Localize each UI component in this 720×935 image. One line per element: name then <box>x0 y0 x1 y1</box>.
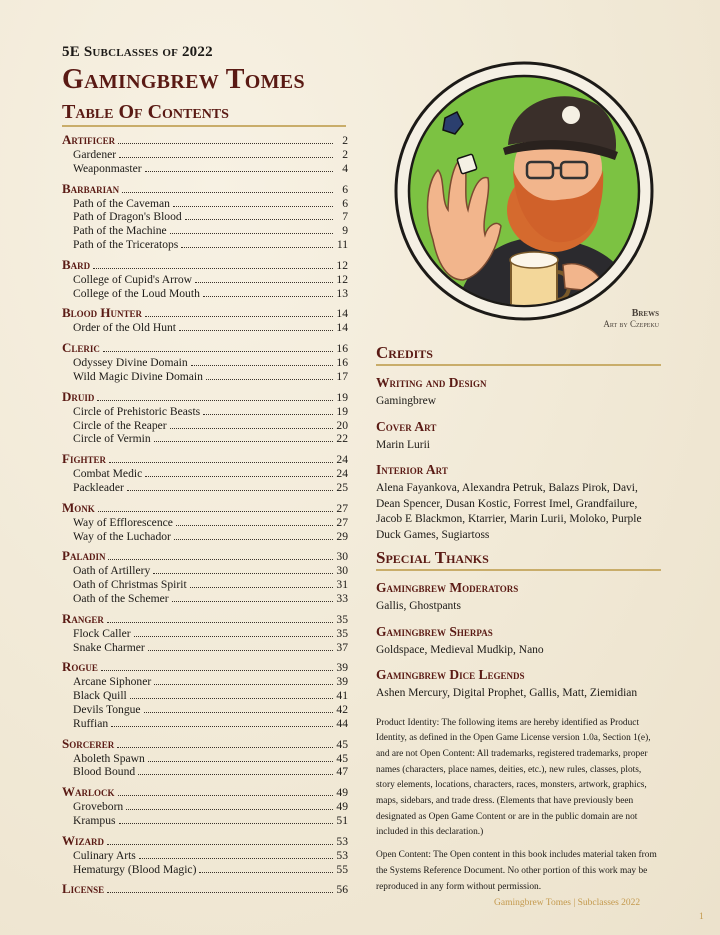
toc-entry-page: 39 <box>336 675 348 689</box>
toc-entry-name: Oath of Christmas Spirit <box>73 578 187 592</box>
toc-entry-name: Devils Tongue <box>73 702 141 716</box>
interior-art-heading: Interior Art <box>376 462 448 477</box>
toc-entry-name: Culinary Arts <box>73 848 136 862</box>
toc-entry-page: 19 <box>336 404 348 418</box>
toc-group <box>62 132 348 176</box>
toc-leader-dots <box>145 475 333 477</box>
toc-group <box>62 881 348 897</box>
toc-subclass-entry[interactable] <box>62 432 348 446</box>
toc-entry-name: License <box>62 881 105 897</box>
toc-leader-dots <box>109 461 333 463</box>
toc-leader-dots <box>107 621 333 623</box>
toc-leader-dots <box>170 232 333 234</box>
toc-entry-page: 24 <box>336 453 348 467</box>
toc-entry-page: 53 <box>336 834 348 848</box>
toc-group <box>62 257 348 301</box>
page-number: 1 <box>699 912 704 922</box>
toc-entry-page: 51 <box>336 813 348 827</box>
toc-entry-name: Aboleth Spawn <box>73 751 145 765</box>
toc-leader-dots <box>134 635 333 637</box>
toc-entry-name: Circle of the Reaper <box>73 418 167 432</box>
toc-leader-dots <box>97 399 333 401</box>
toc-entry-page: 2 <box>342 148 348 161</box>
interior-art-text: Alena Fayankova, Alexandra Petruk, Balazs Pirok, Davi, Dean Spencer, Dusan Kostic, Forrest Imel, Grandfailure, Jacob E Blackmon, Ktarrier, Marin Lurii, Moloko, Purple Duck Games, Sugiartoss <box>376 482 642 541</box>
credits-heading: Credits <box>376 343 661 366</box>
toc-entry-page: 35 <box>336 626 348 640</box>
toc-entry-page: 39 <box>336 661 348 675</box>
toc-subclass-entry[interactable] <box>62 564 348 578</box>
toc-leader-dots <box>203 295 333 297</box>
toc-entry-page: 45 <box>336 737 348 751</box>
toc-class-entry[interactable] <box>62 257 348 273</box>
special-thanks-heading: Special Thanks <box>376 548 661 571</box>
toc-leader-dots <box>130 697 333 699</box>
toc-class-entry[interactable] <box>62 305 348 321</box>
toc-entry-name: Circle of Prehistoric Beasts <box>73 404 201 418</box>
toc-leader-dots <box>191 364 333 366</box>
toc-leader-dots <box>148 649 333 651</box>
toc-leader-dots <box>203 413 333 415</box>
toc-leader-dots <box>117 746 333 748</box>
toc-leader-dots <box>145 315 333 317</box>
toc-entry-page: 41 <box>336 689 348 703</box>
toc-group <box>62 736 348 780</box>
writing-text: Gamingbrew <box>376 395 437 407</box>
toc-entry-name: Wizard <box>62 832 105 848</box>
toc-entry-page: 31 <box>336 578 348 592</box>
toc-leader-dots <box>174 538 333 540</box>
toc-entry-page: 55 <box>336 862 348 876</box>
toc-group <box>62 451 348 495</box>
toc-group <box>62 340 348 384</box>
product-identity-text: Product Identity: The following items are hereby identified as Product Identity, as defined in the Open Game License version 1.0a, Section 1(e), and are not Open Content: All trademarks, registered trademarks, proper names (characters, place names, deities, etc.), new rules, classes, plots, story elements, locations, characters, races, monsters, artwork, graphics, maps, sidebars, and trade dress. (Elements that have previously been designated as Open Game Content or are in the public domain are not included in this declaration.) <box>376 717 651 838</box>
toc-entry-page: 30 <box>336 550 348 564</box>
toc-subclass-entry[interactable] <box>62 641 348 655</box>
toc-entry-page: 29 <box>336 529 348 543</box>
toc-leader-dots <box>206 378 333 380</box>
toc-leader-dots <box>199 871 333 873</box>
toc-class-entry[interactable] <box>62 659 348 675</box>
toc-class-entry[interactable] <box>62 736 348 752</box>
toc-entry-page: 9 <box>342 224 348 238</box>
toc-entry-name: Circle of Vermin <box>73 432 151 446</box>
toc-entry-name: Weaponmaster <box>73 161 142 175</box>
toc-leader-dots <box>126 808 333 810</box>
toc-entry-page: 56 <box>336 883 348 897</box>
toc-entry-name: Blood Bound <box>73 765 136 779</box>
toc-leader-dots <box>145 170 333 172</box>
toc-class-entry[interactable] <box>62 611 348 627</box>
toc-entry-name: Warlock <box>62 784 115 800</box>
toc-class-entry[interactable] <box>62 340 348 356</box>
toc-entry-page: 42 <box>336 702 348 716</box>
toc-entry-page: 27 <box>336 515 348 529</box>
toc-subclass-entry[interactable] <box>62 419 348 433</box>
toc-group <box>62 611 348 655</box>
toc-subclass-entry[interactable] <box>62 689 348 703</box>
toc-entry-name: Sorcerer <box>62 735 115 751</box>
toc-subclass-entry[interactable] <box>62 717 348 731</box>
toc-leader-dots <box>98 510 333 512</box>
toc-entry-name: College of the Loud Mouth <box>73 286 200 300</box>
toc-class-entry[interactable] <box>62 500 348 516</box>
toc-subclass-entry[interactable] <box>62 321 348 335</box>
toc-leader-dots <box>111 725 333 727</box>
toc-leader-dots <box>154 440 333 442</box>
toc-entry-page: 11 <box>336 237 348 251</box>
toc-leader-dots <box>108 558 333 560</box>
toc-group <box>62 833 348 877</box>
toc-heading: Table Of Contents <box>62 101 346 127</box>
toc-entry-name: Hematurgy (Blood Magic) <box>73 862 197 876</box>
toc-entry-page: 19 <box>336 390 348 404</box>
toc-entry-name: Bard <box>62 256 91 272</box>
toc-subclass-entry[interactable] <box>62 752 348 766</box>
toc-leader-dots <box>127 489 333 491</box>
toc-entry-page: 37 <box>336 640 348 654</box>
toc-subclass-entry[interactable] <box>62 162 348 176</box>
writing-heading: Writing and Design <box>376 375 487 390</box>
toc-entry-name: Path of the Machine <box>73 224 167 238</box>
toc-subclass-entry[interactable] <box>62 703 348 717</box>
toc-group <box>62 389 348 446</box>
toc-leader-dots <box>138 773 333 775</box>
toc-subclass-entry[interactable] <box>62 197 348 211</box>
toc-entry-page: 49 <box>336 800 348 814</box>
toc-entry-page: 30 <box>336 564 348 578</box>
toc-class-entry[interactable] <box>62 833 348 849</box>
toc-subclass-entry[interactable] <box>62 675 348 689</box>
toc-subclass-entry[interactable] <box>62 224 348 238</box>
toc-entry-page: 20 <box>336 418 348 432</box>
toc-subclass-entry[interactable] <box>62 765 348 779</box>
document-suptitle: 5E Subclasses of 2022 <box>62 44 213 60</box>
toc-subclass-entry[interactable] <box>62 467 348 481</box>
toc-entry-name: Order of the Old Hunt <box>73 321 177 335</box>
toc-leader-dots <box>119 822 333 824</box>
toc-entry-page: 16 <box>336 356 348 370</box>
toc-entry-page: 44 <box>336 716 348 730</box>
toc-leader-dots <box>153 572 333 574</box>
toc-group <box>62 784 348 828</box>
toc-entry-name: Blood Hunter <box>62 305 143 321</box>
toc-subclass-entry[interactable] <box>62 849 348 863</box>
toc-entry-name: Flock Caller <box>73 626 131 640</box>
toc-entry-page: 6 <box>342 196 348 210</box>
toc-leader-dots <box>176 524 333 526</box>
toc-entry-name: Barbarian <box>62 180 120 196</box>
toc-entry-name: Oath of Artillery <box>73 564 151 578</box>
toc-leader-dots <box>118 142 333 144</box>
toc-entry-name: Path of the Caveman <box>73 196 170 210</box>
open-content-text: Open Content: The Open content in this book includes material taken from the Systems Reference Document. No other portion of this work may be reproduced in any form without permission. <box>376 850 657 892</box>
toc-class-entry[interactable] <box>62 132 348 148</box>
toc-leader-dots <box>101 669 333 671</box>
toc-entry-name: Krampus <box>73 813 116 827</box>
document-title: Gamingbrew Tomes <box>62 64 305 95</box>
toc-class-entry[interactable] <box>62 181 348 197</box>
toc-subclass-entry[interactable] <box>62 356 348 370</box>
left-column <box>62 40 348 902</box>
toc-subclass-entry[interactable] <box>62 238 348 252</box>
toc-entry-page: 53 <box>336 848 348 862</box>
toc-entry-page: 6 <box>342 182 348 196</box>
author-portrait <box>393 60 655 322</box>
dice-legends-text: Ashen Mercury, Digital Prophet, Gallis, Matt, Ziemidian <box>376 687 638 699</box>
sherpas-heading: Gamingbrew Sherpas <box>376 623 493 639</box>
toc-entry-name: Gardener <box>73 148 117 161</box>
toc-class-entry[interactable] <box>62 389 348 405</box>
toc-leader-dots <box>119 156 333 158</box>
toc-leader-dots <box>103 350 333 352</box>
toc-leader-dots <box>154 683 333 685</box>
toc-subclass-entry[interactable] <box>62 592 348 606</box>
toc-subclass-entry[interactable] <box>62 814 348 828</box>
toc-entry-name: Ruffian <box>73 716 109 730</box>
toc-entry-name: Paladin <box>62 548 106 564</box>
toc-class-entry[interactable] <box>62 451 348 467</box>
toc-entry-page: 2 <box>342 134 348 147</box>
toc-subclass-entry[interactable] <box>62 578 348 592</box>
toc-entry-name: Snake Charmer <box>73 640 145 654</box>
portrait-figure <box>376 60 661 335</box>
page-footer: Gamingbrew Tomes | Subclasses 2022 <box>494 898 641 908</box>
toc-entry-name: Ranger <box>62 610 104 626</box>
toc-leader-dots <box>170 427 333 429</box>
toc-group <box>62 659 348 730</box>
right-column <box>376 60 661 895</box>
toc-entry-name: Combat Medic <box>73 467 143 481</box>
toc-class-entry[interactable] <box>62 548 348 564</box>
toc-entry-name: Fighter <box>62 451 106 467</box>
toc-entry-page: 14 <box>336 321 348 335</box>
toc-group <box>62 548 348 605</box>
toc-entry-page: 24 <box>336 467 348 481</box>
toc-leader-dots <box>181 246 333 248</box>
toc-entry-name: Wild Magic Divine Domain <box>73 369 203 383</box>
moderators-heading: Gamingbrew Moderators <box>376 580 519 595</box>
cover-art-text: Marin Lurii <box>376 438 430 451</box>
toc-entry-page: 17 <box>336 369 348 383</box>
toc-subclass-entry[interactable] <box>62 287 348 301</box>
toc-subclass-entry[interactable] <box>62 481 348 495</box>
toc-entry-name: Way of the Luchador <box>73 529 171 543</box>
toc-entry-name: Packleader <box>73 480 124 494</box>
toc-entry-name: Path of Dragon's Blood <box>73 210 182 224</box>
toc-subclass-entry[interactable] <box>62 627 348 641</box>
sherpas-text: Goldspace, Medieval Mudkip, Nano <box>376 643 544 656</box>
toc-entry-name: Black Quill <box>73 689 127 703</box>
toc-subclass-entry[interactable] <box>62 530 348 544</box>
cover-art-heading: Cover Art <box>376 418 437 434</box>
toc-subclass-entry[interactable] <box>62 148 348 162</box>
toc-leader-dots <box>172 600 333 602</box>
toc-leader-dots <box>107 891 333 893</box>
toc-entry-page: 49 <box>336 786 348 800</box>
toc-entry-page: 7 <box>342 210 348 224</box>
toc-entry-page: 27 <box>336 501 348 515</box>
toc-entry-name: College of Cupid's Arrow <box>73 272 192 286</box>
toc-subclass-entry[interactable] <box>62 516 348 530</box>
toc-entry-page: 45 <box>336 751 348 765</box>
toc-entry-name: Artificer <box>62 132 116 147</box>
toc-leader-dots <box>185 218 333 220</box>
toc-entry-name: Groveborn <box>73 800 124 814</box>
toc-class-entry[interactable] <box>62 784 348 800</box>
toc-entry-name: Odyssey Divine Domain <box>73 356 188 370</box>
portrait-caption-credit: Art by Czepeku <box>603 319 659 329</box>
moderators-text: Gallis, Ghostpants <box>376 600 461 612</box>
toc-class-entry[interactable] <box>62 881 348 897</box>
toc-entry-page: 12 <box>336 258 348 272</box>
portrait-caption-name: Brews <box>631 308 659 319</box>
toc-leader-dots <box>118 794 333 796</box>
toc-entry-page: 33 <box>336 591 348 605</box>
toc-entry-name: Arcane Siphoner <box>73 675 152 689</box>
toc-entry-page: 47 <box>336 765 348 779</box>
toc-leader-dots <box>139 857 333 859</box>
toc-entry-page: 14 <box>336 307 348 321</box>
toc-subclass-entry[interactable] <box>62 405 348 419</box>
toc-leader-dots <box>93 267 333 269</box>
toc-subclass-entry[interactable] <box>62 863 348 877</box>
toc-subclass-entry[interactable] <box>62 800 348 814</box>
dice-legends-heading: Gamingbrew Dice Legends <box>376 667 525 682</box>
toc-leader-dots <box>179 329 333 331</box>
toc-entry-page: 13 <box>336 286 348 300</box>
toc-entry-name: Druid <box>62 388 95 404</box>
toc-leader-dots <box>148 760 333 762</box>
toc-leader-dots <box>107 843 333 845</box>
toc-group <box>62 500 348 544</box>
toc-entry-name: Way of Efflorescence <box>73 515 173 529</box>
toc-entry-name: Monk <box>62 499 95 515</box>
toc-entry-name: Cleric <box>62 340 100 356</box>
toc-leader-dots <box>195 281 333 283</box>
toc-entry-name: Rogue <box>62 659 98 675</box>
toc-entry-page: 16 <box>336 342 348 356</box>
toc-entry-page: 22 <box>336 432 348 446</box>
toc-leader-dots <box>190 586 333 588</box>
toc-subclass-entry[interactable] <box>62 210 348 224</box>
table-of-contents <box>62 132 348 897</box>
toc-entry-page: 35 <box>336 612 348 626</box>
toc-subclass-entry[interactable] <box>62 370 348 384</box>
toc-entry-name: Oath of the Schemer <box>73 591 169 605</box>
toc-leader-dots <box>173 205 333 207</box>
toc-subclass-entry[interactable] <box>62 273 348 287</box>
toc-leader-dots <box>144 711 333 713</box>
toc-group <box>62 305 348 335</box>
toc-leader-dots <box>122 191 333 193</box>
toc-entry-page: 12 <box>336 272 348 286</box>
toc-group <box>62 181 348 252</box>
toc-entry-page: 25 <box>336 480 348 494</box>
toc-entry-name: Path of the Triceratops <box>73 237 179 251</box>
toc-entry-page: 4 <box>342 161 348 175</box>
